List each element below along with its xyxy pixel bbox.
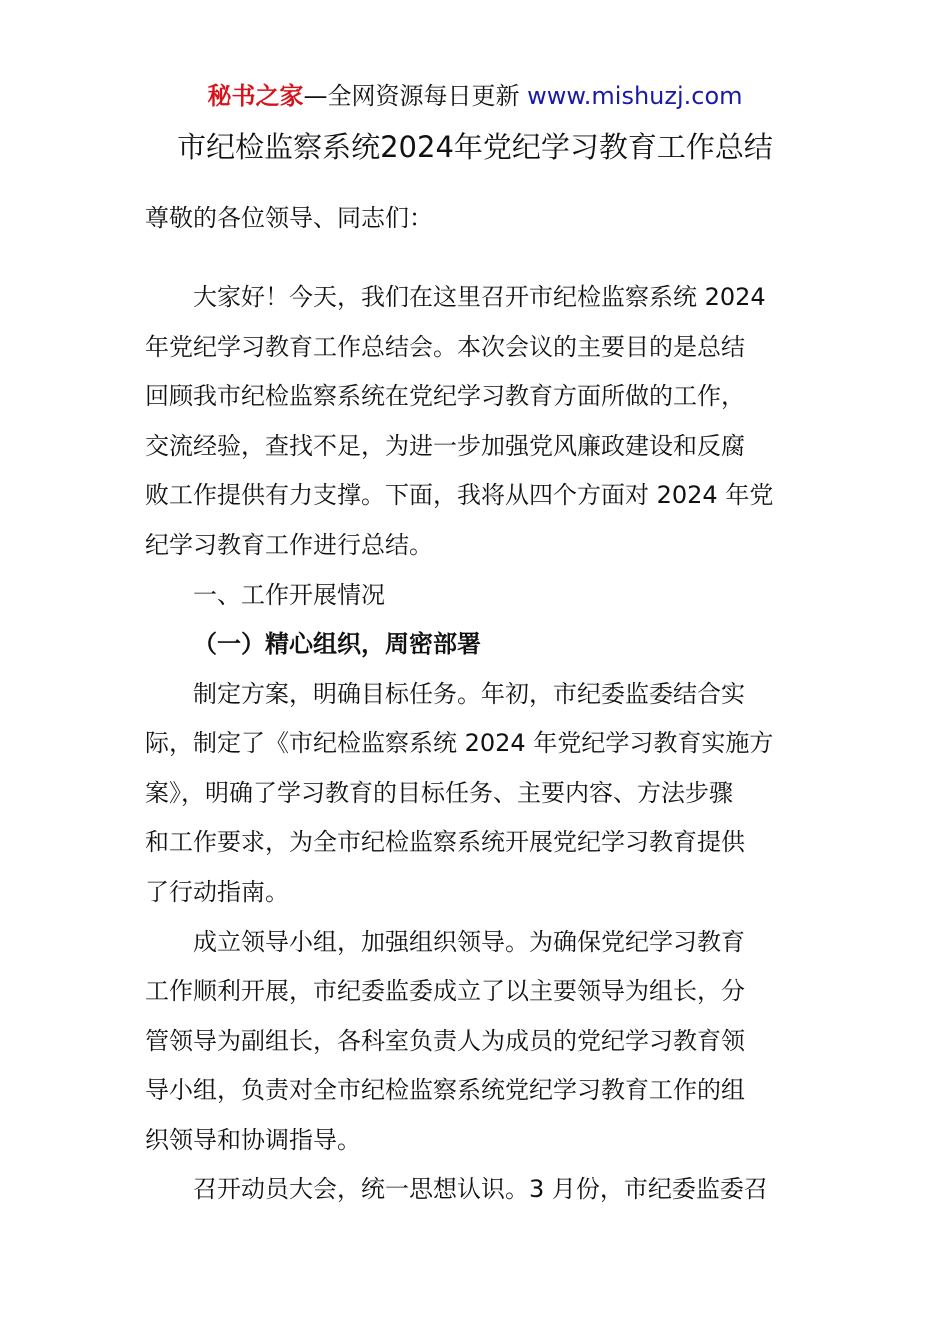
paragraph-line: 工作顺利开展，市纪委监委成立了以主要领导为组长，分 (145, 977, 745, 1005)
section-heading: 一、工作开展情况 (193, 581, 385, 609)
paragraph-line: 败工作提供有力支撑。下面，我将从四个方面对 2024 年党 (145, 481, 774, 509)
paragraph-line: 和工作要求，为全市纪检监察系统开展党纪学习教育提供 (145, 828, 745, 856)
paragraph-line: 导小组，负责对全市纪检监察系统党纪学习教育工作的组 (145, 1076, 745, 1104)
paragraph-line: 回顾我市纪检监察系统在党纪学习教育方面所做的工作， (145, 382, 745, 410)
salutation: 尊敬的各位领导、同志们： (145, 204, 433, 232)
site-url-link[interactable]: www.mishuzj.com (527, 82, 743, 110)
paragraph-line: 召开动员大会，统一思想认识。3 月份，市纪委监委召 (193, 1175, 768, 1203)
paragraph-line: 年党纪学习教育工作总结会。本次会议的主要目的是总结 (145, 333, 745, 361)
site-header (0, 80, 950, 112)
site-tagline: —全网资源每日更新 (303, 82, 528, 110)
paragraph-line: 际，制定了《市纪检监察系统 2024 年党纪学习教育实施方 (145, 729, 774, 757)
document-title: 市纪检监察系统2024年党纪学习教育工作总结 (177, 130, 773, 164)
paragraph-line: 纪学习教育工作进行总结。 (145, 531, 433, 559)
site-brand: 秘书之家 (207, 82, 304, 110)
paragraph-line: 管领导为副组长，各科室负责人为成员的党纪学习教育领 (145, 1027, 745, 1055)
paragraph-line: 制定方案，明确目标任务。年初，市纪委监委结合实 (193, 680, 745, 708)
paragraph-line: 交流经验，查找不足，为进一步加强党风廉政建设和反腐 (145, 432, 745, 460)
subsection-heading: （一）精心组织，周密部署 (193, 630, 481, 658)
paragraph-line: 了行动指南。 (145, 878, 289, 906)
paragraph-line: 成立领导小组，加强组织领导。为确保党纪学习教育 (193, 928, 745, 956)
paragraph-line: 案》，明确了学习教育的目标任务、主要内容、方法步骤 (145, 779, 733, 807)
paragraph-line: 织领导和协调指导。 (145, 1126, 361, 1154)
paragraph-line: 大家好！今天，我们在这里召开市纪检监察系统 2024 (193, 283, 766, 311)
